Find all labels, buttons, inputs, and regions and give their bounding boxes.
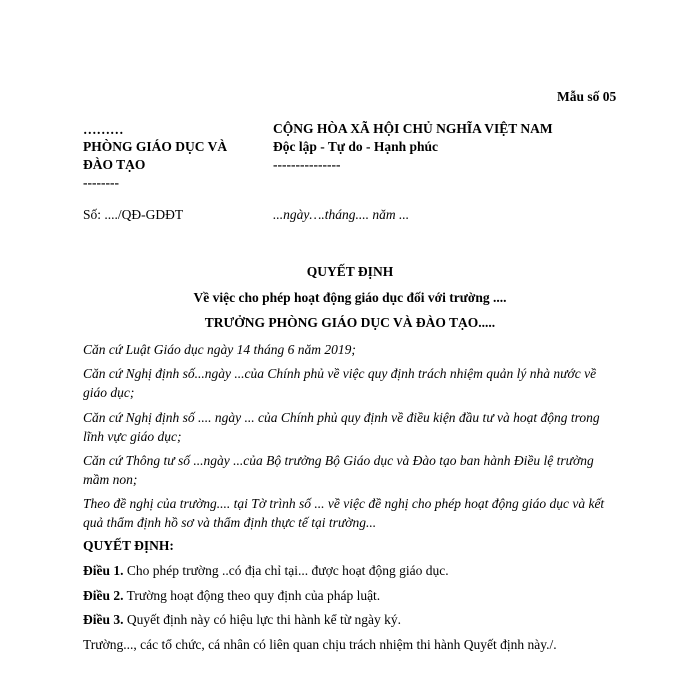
form-number: Mẫu số 05 xyxy=(557,89,617,104)
article xyxy=(83,588,380,604)
article-text: Trường hoạt động theo quy định của pháp luật. xyxy=(123,588,381,603)
left-header-dashes: -------- xyxy=(83,175,119,190)
article-label: Điều 1. xyxy=(83,563,124,578)
article-text: Quyết định này có hiệu lực thi hành kể từ ngày ký. xyxy=(123,612,401,627)
org-name-line2: ĐÀO TẠO xyxy=(83,157,146,172)
document-date: ...ngày….tháng.... năm ... xyxy=(273,207,410,222)
decision-subject: Về việc cho phép hoạt động giáo dục đối với trường .... xyxy=(193,290,507,305)
legal-basis: Căn cứ Luật Giáo dục ngày 14 tháng 6 năm 2019; xyxy=(83,342,356,357)
country-name: CỘNG HÒA XÃ HỘI CHỦ NGHĨA VIỆT NAM xyxy=(273,121,553,136)
decision-heading: QUYẾT ĐỊNH xyxy=(306,264,394,279)
legal-basis: Căn cứ Nghị định số .... ngày ... của Chính phủ quy định về điều kiện đầu tư và hoạt động trong lĩnh vực giáo dục; xyxy=(83,410,600,444)
document-number: Số: ..../QĐ-GDĐT xyxy=(83,207,184,222)
legal-basis: Căn cứ Thông tư số ...ngày ...của Bộ trưởng Bộ Giáo dục và Đào tạo ban hành Điều lệ trường mầm non; xyxy=(83,453,594,487)
legal-basis: Theo đề nghị của trường.... tại Tờ trình số ... về việc đề nghị cho phép hoạt động giáo dục và kết quả thẩm định hồ sơ và thẩm định thực tế tại trường... xyxy=(83,496,605,530)
article-text: Cho phép trường ..có địa chỉ tại... được hoạt động giáo dục. xyxy=(123,563,449,578)
org-name-line1: PHÒNG GIÁO DỤC VÀ xyxy=(83,139,228,154)
article xyxy=(83,612,401,628)
left-header-dots: ……… xyxy=(83,122,124,137)
article-label: Điều 3. xyxy=(83,612,124,627)
article-label: Điều 2. xyxy=(83,588,124,603)
closing-statement: Trường..., các tổ chức, cá nhân có liên quan chịu trách nhiệm thi hành Quyết định này./. xyxy=(83,637,557,652)
legal-basis: Căn cứ Nghị định số...ngày ...của Chính phủ về việc quy định trách nhiệm quản lý nhà nước về giáo dục; xyxy=(83,366,597,400)
decision-label: QUYẾT ĐỊNH: xyxy=(83,538,174,553)
issuing-authority: TRƯỞNG PHÒNG GIÁO DỤC VÀ ĐÀO TẠO..... xyxy=(204,315,496,330)
right-header-dashes: --------------- xyxy=(273,157,341,172)
article xyxy=(83,563,449,579)
national-motto: Độc lập - Tự do - Hạnh phúc xyxy=(273,139,439,154)
